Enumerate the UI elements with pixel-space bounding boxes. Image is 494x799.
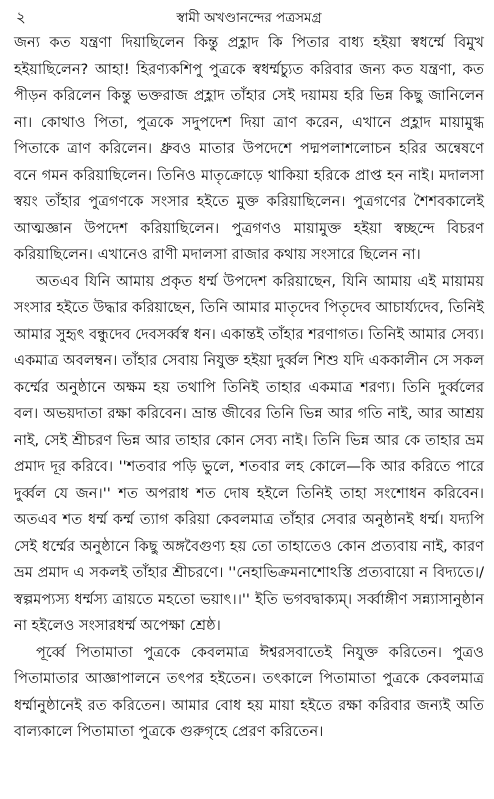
- paragraph-2: অতএব যিনি আমায় প্রকৃত ধর্ম্ম উপদেশ করিয়াছেন, যিনি আমায় এই মায়াময় সংসার হইতে উদ্ধার করিয়াছেন, তিনি আমার মাতৃদেব পিতৃদেব আচার্য্যদেব, তিনিই আমার সুহৃৎ বন্ধুদেব দেবসর্ব্বস্ব ধন। একান্তই তাঁহার শরণাগত। তিনিই আমার সেব্য। একমাত্র অবলম্বন। তাঁহার সেবায় নিযুক্ত হইয়া দুর্ব্বল শিশু যদি এককালীন সে সকল কর্ম্মের অনুষ্ঠানে অক্ষম হয় তথাপি তিনিই তাহার একমাত্র শরণ্য। তিনি দুর্ব্বলের বল। অভয়দাতা রক্ষা করিবেন। ভ্রান্ত জীবের তিনি ভিন্ন আর গতি নাই, আর আশ্রয় নাই, সেই শ্রীচরণ ভিন্ন আর তাহার কোন সেব্য নাই। তিনি ভিন্ন আর কে তাহার ভ্রম প্রমাদ দূর করিবে। ''শতবার পড়ি ভুলে, শতবার লহ কোলে—কি আর করিতে পারে দুর্ব্বল যে জন।'' শত অপরাধ শত দোষ হইলে তিনিই তাহা সংশোধন করিবেন। অতএব শত ধর্ম্ম কর্ম্ম ত্যাগ করিয়া কেবলমাত্র তাঁহার সেবার অনুষ্ঠানই ধর্ম্ম। যদ্যপি সেই ধর্ম্মের অনুষ্ঠানে কিছু অঙ্গবৈগুণ্য হয় তো তাহাতেও কোন প্রত্যবায় নাই, কারণ ভ্রম প্রমাদ এ সকলই তাঁহার শ্রীচরণে। ''নেহাভিক্রমনাশোঽস্তি প্রত্যবায়ো ন বিদ্যতে।/ স্বল্পমপ্যস্য ধর্ম্মস্য ত্রায়তে মহতো ভয়াৎ।।'' ইতি ভগবদ্বাক্যম্। সর্ব্বাঙ্গীণ সন্ন্যাসানুষ্ঠান না হইলেও সংসারধর্ম্ম অপেক্ষা শ্রেষ্ঠ।: [14, 272, 484, 634]
- page-header: [14, 4, 484, 30]
- page-number: ২: [16, 8, 26, 26]
- paragraph-3: পূর্ব্বে পিতামাতা পুত্রকে কেবলমাত্র ঈশ্বরসবাতেই নিযুক্ত করিতেন। পুত্রও পিতামাতার আজ্ঞাপালনে তৎপর হইতেন। তৎকালে পিতামাতা পুত্রকে কেবলমাত্র ধর্ম্মানুষ্ঠানেই রত করিতেন। আমার বোধ হয় মায়া হইতে রক্ষা করিবার জন্যই অতি বাল্যকালে পিতামাতা পুত্রকে গুরুগৃহে প্রেরণ করিতেন।: [14, 643, 484, 740]
- running-title: স্বামী অখণ্ডানন্দের পত্রসমগ্র: [176, 10, 322, 26]
- body-text: [14, 30, 484, 746]
- paragraph-1: জন্য কত যন্ত্রণা দিয়াছিলেন কিন্তু প্রহ্লাদ কি পিতার বাধ্য হইয়া স্বধর্ম্মে বিমুখ হইয়াছিলেন? আহা! হিরণ্যকশিপু পুত্রকে স্বধর্ম্মচ্যুত করিবার জন্য কত যন্ত্রণা, কত পীড়ন করিলেন কিন্তু ভক্তরাজ প্রহ্লাদ তাঁহার সেই দয়াময় হরি ভিন্ন কিছু জানিলেন না। কোথাও পিতা, পুত্রকে সদুপদেশ দিয়া ত্রাণ করেন, এখানে প্রহ্লাদ মায়ামুগ্ধ পিতাকে ত্রাণ করিলেন। ধ্রুবও মাতার উপদেশে পদ্মপলাশলোচন হরির অন্বেষণে বনে গমন করিয়াছিলেন। তিনিও মাতৃক্রোড়ে থাকিয়া হরিকে প্রাপ্ত হন নাই। মদালসা স্বয়ং তাঁহার পুত্রগণকে সংসার হইতে মুক্ত করিয়াছিলেন। পুত্রগণের শৈশবকালেই আত্মজ্ঞান উপদেশ করিয়াছিলেন। পুত্রগণও মায়ামুক্ত হইয়া স্বচ্ছন্দে বিচরণ করিয়াছিলেন। এখানেও রাণী মদালসা রাজার কথায় সংসারে ছিলেন না।: [14, 34, 484, 263]
